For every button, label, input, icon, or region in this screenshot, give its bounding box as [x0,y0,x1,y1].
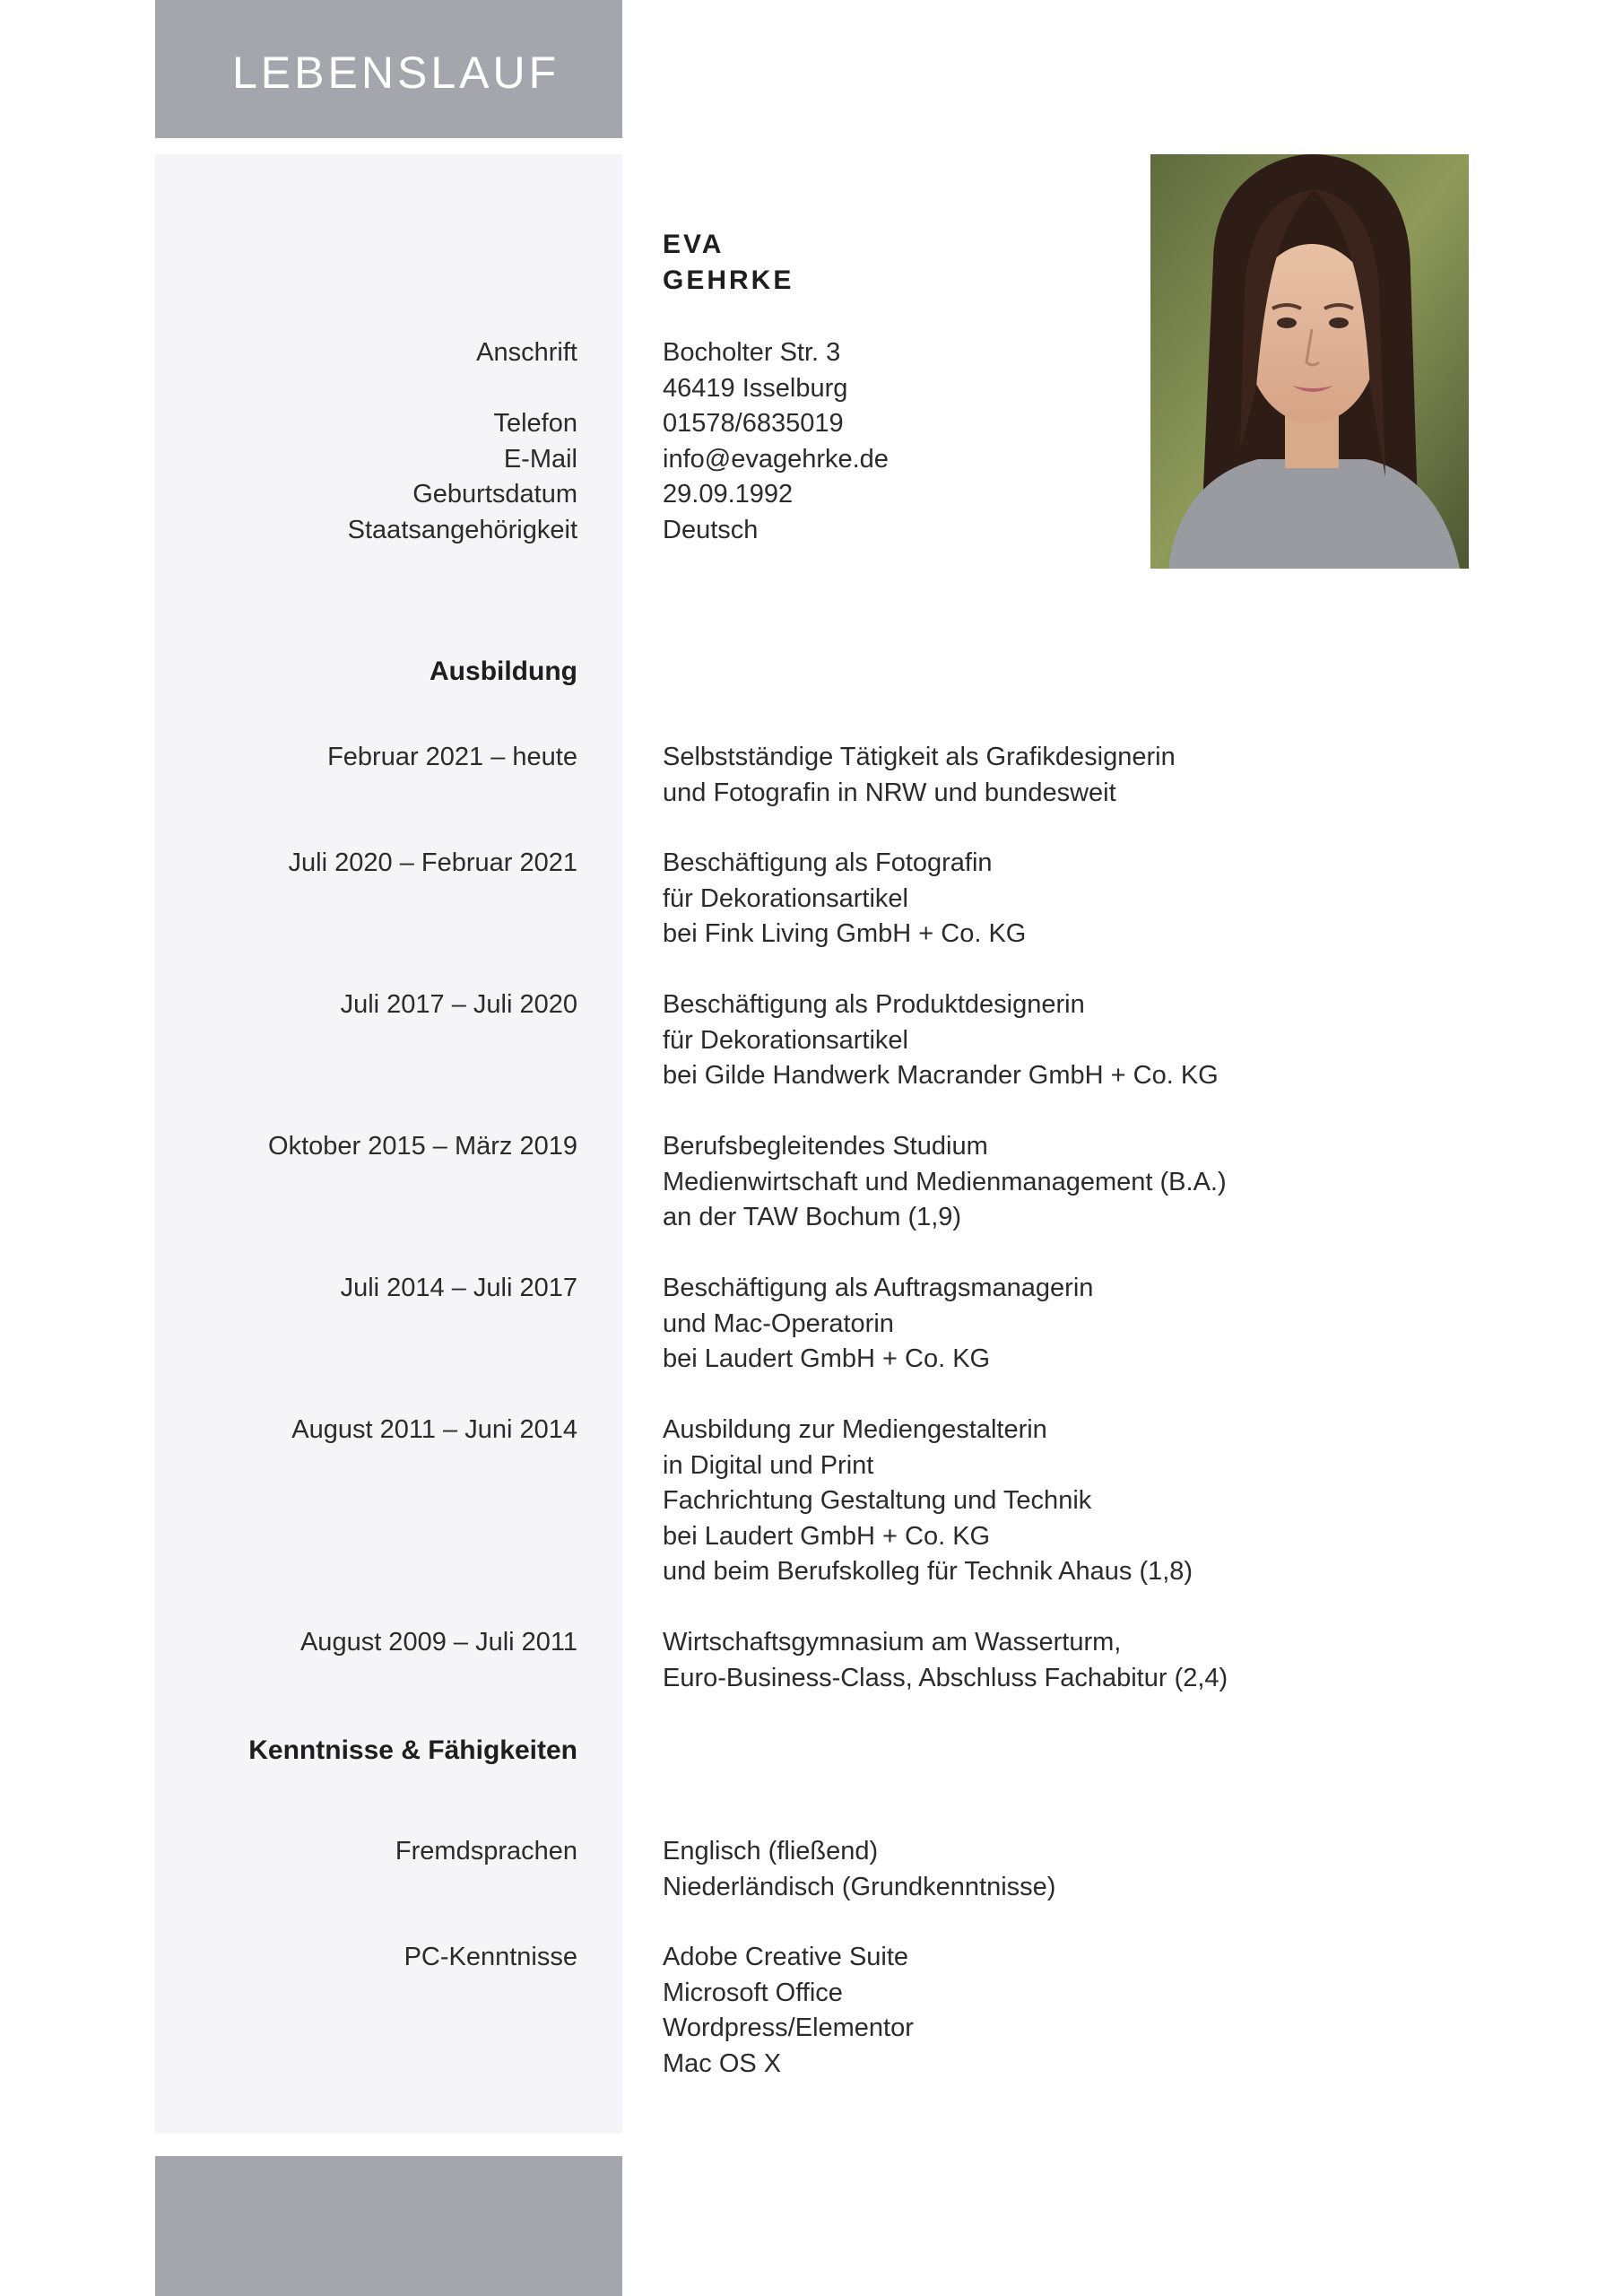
education-period: August 2011 – Juni 2014 [291,1415,577,1444]
first-name: EVA [663,230,725,259]
education-entry [663,1413,1193,1590]
entry-line: Fachrichtung Gestaltung und Technik [663,1486,1092,1515]
pc-skill-item: Mac OS X [663,2048,782,2078]
contact-labels [348,335,577,548]
nationality-label: Staatsangehörigkeit [347,515,577,544]
entry-line: Selbstständige Tätigkeit als Grafikdesignerin [663,743,1176,771]
page-title: LEBENSLAUF [232,48,560,98]
person-name [663,227,794,299]
footer-bar [155,2156,622,2296]
entry-line: für Dekorationsartikel [663,1025,908,1055]
birthdate-label: Geburtsdatum [412,480,577,509]
education-entry [663,846,1026,952]
education-period: Juli 2014 – Juli 2017 [340,1274,577,1302]
pc-skill-item: Microsoft Office [663,1978,843,2007]
education-entry [663,1271,1093,1378]
email-label: E-Mail [503,444,577,474]
last-name: GEHRKE [663,265,794,295]
address-line1: Bocholter Str. 3 [663,338,841,367]
entry-line: bei Laudert GmbH + Co. KG [663,1521,991,1551]
education-entry [663,987,1219,1094]
entry-line: Medienwirtschaft und Medienmanagement (B.A.) [663,1167,1227,1196]
entry-line: Wirtschaftsgymnasium am Wasserturm, [663,1628,1122,1657]
education-period: August 2009 – Juli 2011 [299,1628,577,1657]
phone-label: Telefon [493,409,577,438]
entry-line: Beschäftigung als Produktdesignerin [663,990,1085,1019]
email-value: info@evagehrke.de [663,444,889,474]
entry-line: und beim Berufskolleg für Technik Ahaus (1,8) [663,1557,1193,1586]
header-bar [155,0,622,138]
education-period: Juli 2020 – Februar 2021 [288,848,577,877]
portrait-illustration [1150,154,1469,569]
address-line2: 46419 Isselburg [663,373,848,403]
skills-heading: Kenntnisse & Fähigkeiten [248,1735,577,1765]
pc-skill-item: Adobe Creative Suite [663,1943,909,1971]
entry-line: Euro-Business-Class, Abschluss Fachabitur (2,4) [663,1663,1228,1692]
address-label: Anschrift [476,338,577,367]
entry-line: für Dekorationsartikel [663,883,908,913]
birthdate-value: 29.09.1992 [663,480,794,509]
nationality-value: Deutsch [663,515,759,544]
pc-skills-list [663,1940,914,2082]
languages-list [663,1834,1055,1905]
entry-line: in Digital und Print [663,1450,874,1480]
language-item: Niederländisch (Grundkenntnisse) [663,1872,1056,1901]
entry-line: und Mac-Operatorin [663,1309,894,1338]
entry-line: Berufsbegleitendes Studium [663,1132,988,1161]
portrait-photo [1150,154,1469,569]
phone-value: 01578/6835019 [663,409,844,438]
education-heading: Ausbildung [430,657,577,686]
entry-line: Ausbildung zur Mediengestalterin [663,1415,1047,1444]
entry-line: an der TAW Bochum (1,9) [663,1203,962,1231]
languages-label: Fremdsprachen [395,1837,577,1866]
pc-skill-item: Wordpress/Elementor [663,2013,914,2042]
education-entry [663,740,1176,811]
contact-values [663,335,889,548]
education-entry [663,1625,1228,1696]
pc-skills-label: PC-Kenntnisse [404,1943,577,1971]
education-entry [663,1129,1227,1236]
entry-line: bei Gilde Handwerk Macrander GmbH + Co. KG [663,1061,1219,1090]
education-period: Oktober 2015 – März 2019 [268,1132,577,1161]
entry-line: Beschäftigung als Auftragsmanagerin [663,1274,1094,1302]
education-period: Februar 2021 – heute [327,743,577,771]
language-item: Englisch (fließend) [663,1837,879,1866]
spacer [348,371,577,407]
entry-line: bei Fink Living GmbH + Co. KG [663,919,1027,948]
entry-line: und Fotografin in NRW und bundesweit [663,778,1116,807]
entry-line: bei Laudert GmbH + Co. KG [663,1344,991,1373]
education-period: Juli 2017 – Juli 2020 [340,990,577,1019]
entry-line: Beschäftigung als Fotografin [663,848,993,877]
